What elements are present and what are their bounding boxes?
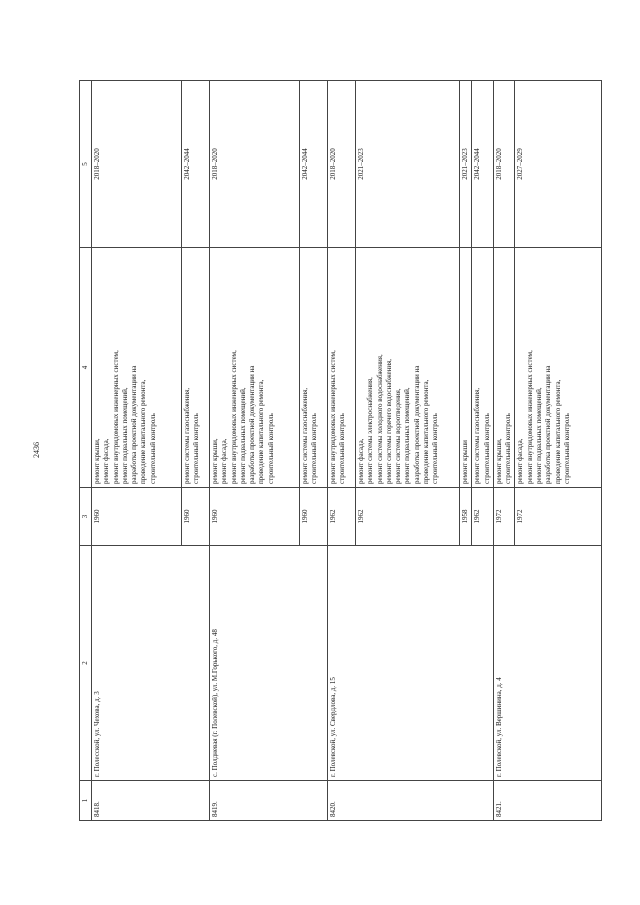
year-cell: 1958 [460, 488, 472, 546]
year-cell: 1972 [515, 488, 602, 546]
row-number: 8418. [92, 781, 210, 821]
year-cell: 1960 [92, 488, 182, 546]
header-row [80, 81, 92, 821]
row-number: 8420. [328, 781, 494, 821]
row-number: 8421. [493, 781, 602, 821]
period-cell: 2027–2029 [515, 81, 602, 248]
address-cell: г. Полевской, ул. Вершинина, д. 4 [493, 546, 602, 781]
works-cell: ремонт системы газоснабжения, строительный контроль [182, 248, 210, 488]
header-cell-2: 2 [80, 546, 92, 781]
works-cell: ремонт крыши [460, 248, 472, 488]
period-cell: 2018–2020 [210, 81, 300, 248]
works-cell: ремонт крыши, строительный контроль [493, 248, 515, 488]
rotated-table-wrapper [79, 81, 598, 821]
year-cell: 1960 [182, 488, 210, 546]
period-cell: 2042–2044 [182, 81, 210, 248]
period-cell: 2018–2020 [92, 81, 182, 248]
page-number: 2436 [32, 442, 41, 458]
address-cell: с. Полдневая (г. Полевской), ул. М.Горького, д. 48 [210, 546, 328, 781]
works-cell: ремонт крыши, ремонт фасада, ремонт внутридомовых инженерных систем, ремонт подвальных помещений, разработка проектной документации на проведение капитального ремонта, строительный контроль [92, 248, 182, 488]
works-cell: ремонт фасада, ремонт системы электроснабжения, ремонт системы холодного водоснабжения, ремонт системы горячего водоснабжения, ремонт системы водоотведения, ремонт подвальных помещений, разработка проектной документации на проведение капитального ремонта, строительный контроль [356, 248, 460, 488]
year-cell: 1960 [210, 488, 300, 546]
period-cell: 2018–2020 [328, 81, 356, 248]
table-row [328, 81, 356, 821]
table-row [493, 81, 515, 821]
year-cell: 1972 [493, 488, 515, 546]
period-cell: 2021–2023 [356, 81, 460, 248]
table-row [92, 81, 182, 821]
works-cell: ремонт внутридомовых инженерных систем, строительный контроль [328, 248, 356, 488]
works-cell: ремонт крыши, ремонт фасада, ремонт внутридомовых инженерных систем, ремонт подвальных помещений, разработка проектной документации на проведение капитального ремонта, строительный контроль [210, 248, 300, 488]
year-cell: 1962 [328, 488, 356, 546]
year-cell: 1962 [472, 488, 494, 546]
header-cell-5: 5 [80, 81, 92, 248]
repair-schedule-table [79, 80, 602, 821]
period-cell: 2042–2044 [472, 81, 494, 248]
works-cell: ремонт системы газоснабжения, строительный контроль [300, 248, 328, 488]
period-cell: 2042–2044 [300, 81, 328, 248]
period-cell: 2021–2023 [460, 81, 472, 248]
period-cell: 2018–2020 [493, 81, 515, 248]
year-cell: 1962 [356, 488, 460, 546]
header-cell-3: 3 [80, 488, 92, 546]
year-cell: 1960 [300, 488, 328, 546]
address-cell: г. Полесской, ул. Чехова, д. 3 [92, 546, 210, 781]
table-row [210, 81, 300, 821]
address-cell: г. Полевской, ул. Свердлова, д. 15 [328, 546, 494, 781]
header-cell-1: 1 [80, 781, 92, 821]
row-number: 8419. [210, 781, 328, 821]
header-cell-4: 4 [80, 248, 92, 488]
works-cell: ремонт фасада, ремонт внутридомовых инженерных систем, ремонт подвальных помещений, разработка проектной документации на проведение капитального ремонта, строительный контроль [515, 248, 602, 488]
works-cell: ремонт системы газоснабжения, строительный контроль [472, 248, 494, 488]
